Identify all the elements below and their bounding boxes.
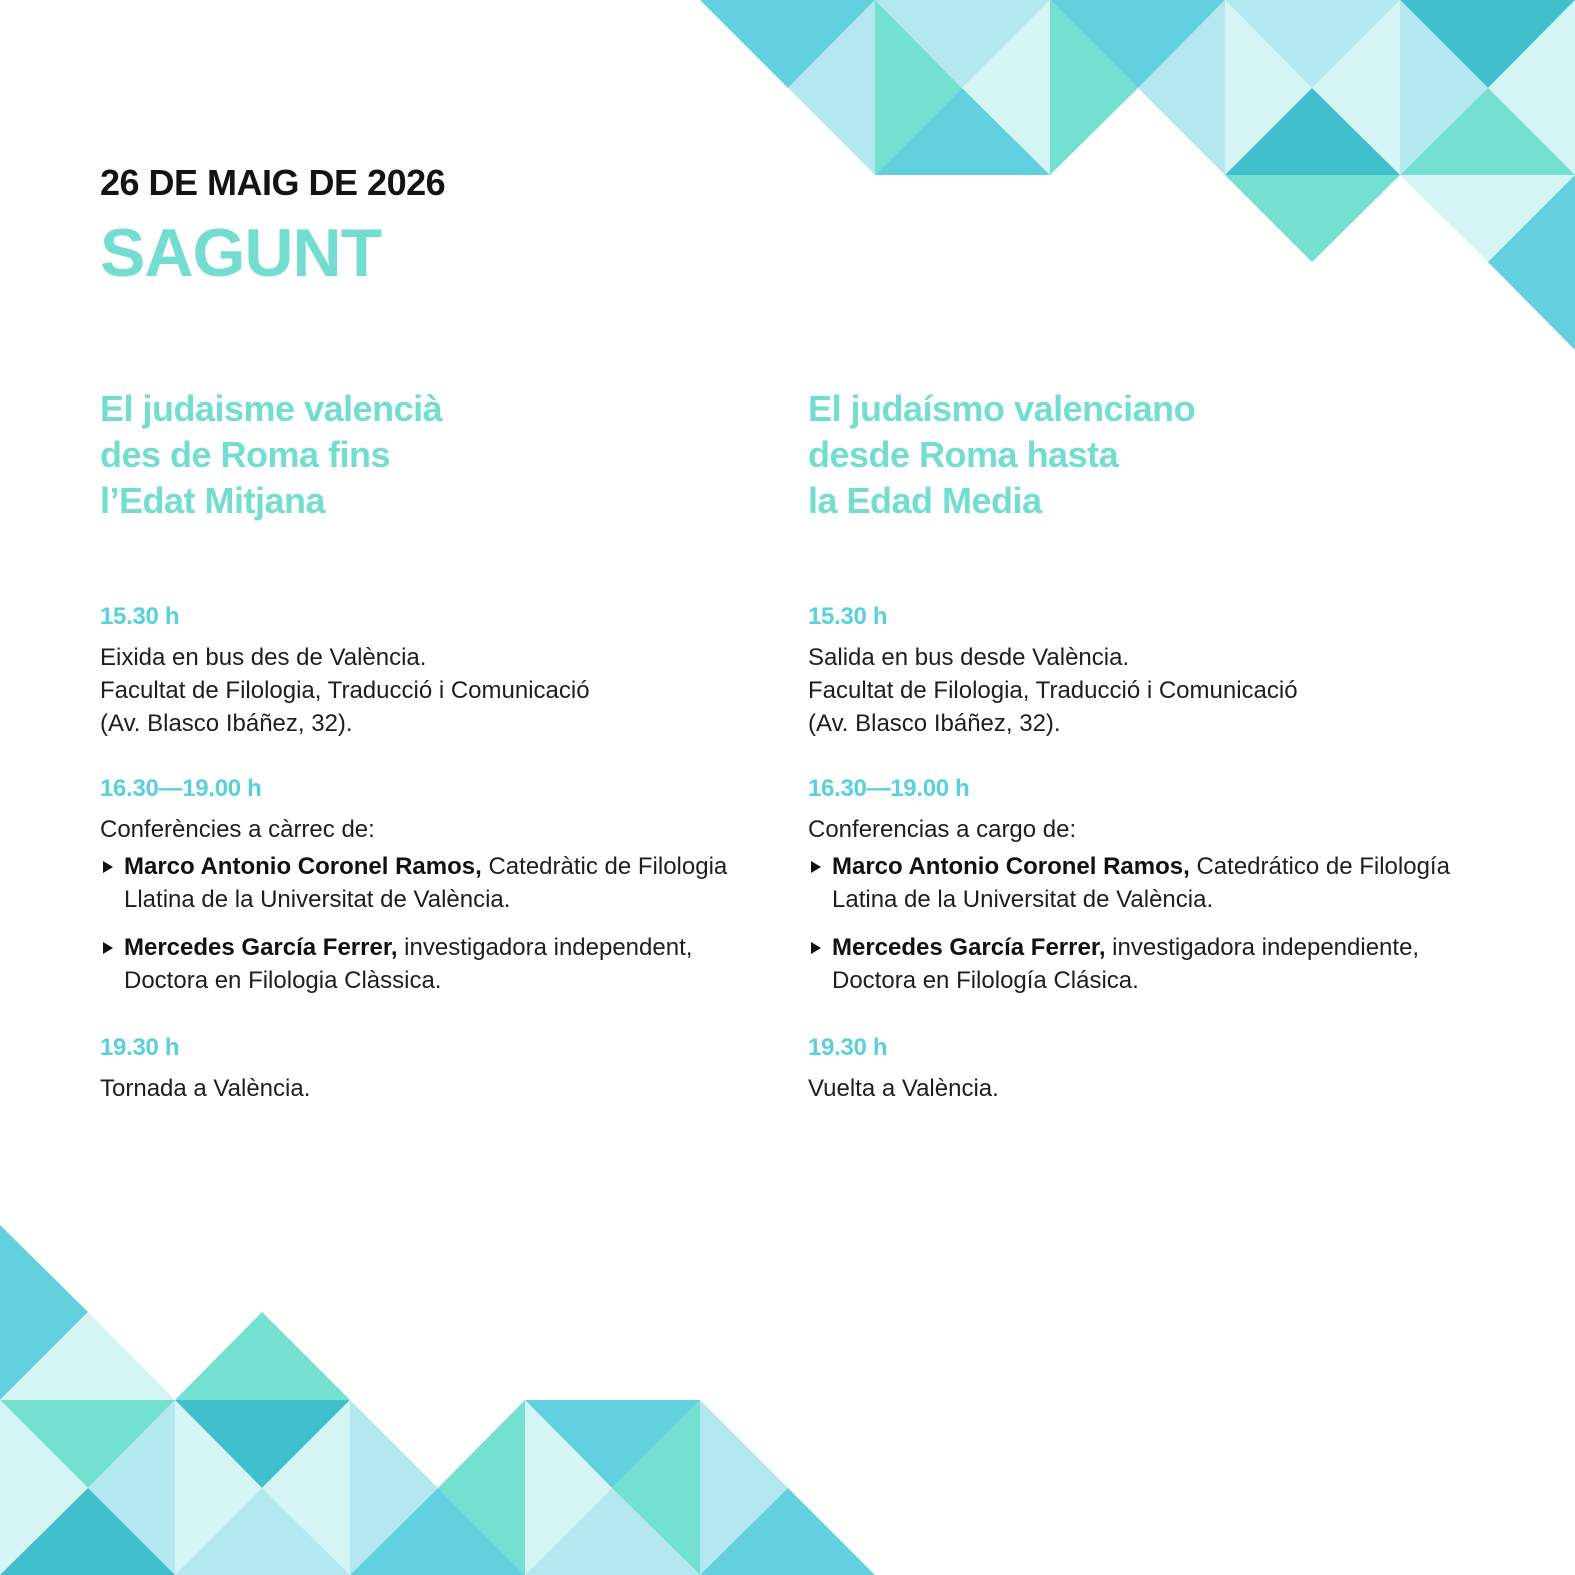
program-title <box>808 386 1488 602</box>
program-column-spanish <box>808 386 1488 1105</box>
bottom-left-triangles <box>0 1225 875 1575</box>
title-line: des de Roma fins <box>100 434 391 475</box>
speaker-list <box>100 850 780 997</box>
schedule-time: 19.30 h <box>808 1034 888 1061</box>
description-line: Facultat de Filologia, Traducció i Comunicació <box>100 677 590 704</box>
schedule-description: Tornada a València. <box>100 1075 311 1102</box>
speaker-role: Catedràtic de Filologia Llatina de la Universitat de València. <box>124 853 728 913</box>
schedule-time: 16.30—19.00 h <box>808 775 970 802</box>
title-line: la Edad Media <box>808 480 1042 521</box>
schedule-time: 15.30 h <box>808 603 888 630</box>
event-date: 26 DE MAIG DE 2026 <box>100 162 446 203</box>
speaker-role: Catedrático de Filología Latina de la Universitat de València. <box>832 853 1450 913</box>
speaker-name: Marco Antonio Coronel Ramos, <box>832 853 1190 880</box>
schedule-time: 19.30 h <box>100 1034 180 1061</box>
schedule-description: Vuelta a València. <box>808 1075 999 1102</box>
program-title <box>100 386 780 602</box>
speaker-item <box>808 850 1488 916</box>
schedule-time: 16.30—19.00 h <box>100 775 262 802</box>
speaker-name: Marco Antonio Coronel Ramos, <box>124 853 482 880</box>
description-line: Eixida en bus des de València. <box>100 644 427 671</box>
program-column-catalan <box>100 386 780 1105</box>
bullet-triangle-icon <box>103 861 113 873</box>
conferences-intro: Conferencias a cargo de: <box>808 816 1077 843</box>
speaker-role: investigadora independent, Doctora en Filologia Clàssica. <box>124 934 693 994</box>
speaker-role: investigadora independiente, Doctora en Filología Clásica. <box>832 934 1420 994</box>
schedule-time: 15.30 h <box>100 603 180 630</box>
speaker-item <box>100 931 780 997</box>
speaker-list <box>808 850 1488 997</box>
description-line: Facultat de Filologia, Traducció i Comunicació <box>808 677 1298 704</box>
description-line: (Av. Blasco Ibáñez, 32). <box>100 710 353 737</box>
speaker-name: Mercedes García Ferrer, <box>124 934 398 961</box>
bullet-triangle-icon <box>811 861 821 873</box>
schedule-description <box>808 641 1488 740</box>
bullet-triangle-icon <box>811 942 821 954</box>
description-line: (Av. Blasco Ibáñez, 32). <box>808 710 1061 737</box>
title-line: El judaísmo valenciano <box>808 388 1196 429</box>
speaker-item <box>808 931 1488 997</box>
title-line: l’Edat Mitjana <box>100 480 326 521</box>
description-line: Salida en bus desde València. <box>808 644 1130 671</box>
title-line: desde Roma hasta <box>808 434 1119 475</box>
speaker-name: Mercedes García Ferrer, <box>832 934 1106 961</box>
title-line: El judaisme valencià <box>100 388 443 429</box>
schedule-description <box>100 641 780 740</box>
top-right-triangles <box>700 0 1575 350</box>
bullet-triangle-icon <box>103 942 113 954</box>
conferences-intro: Conferències a càrrec de: <box>100 816 375 843</box>
event-city: SAGUNT <box>100 215 382 291</box>
speaker-item <box>100 850 780 916</box>
